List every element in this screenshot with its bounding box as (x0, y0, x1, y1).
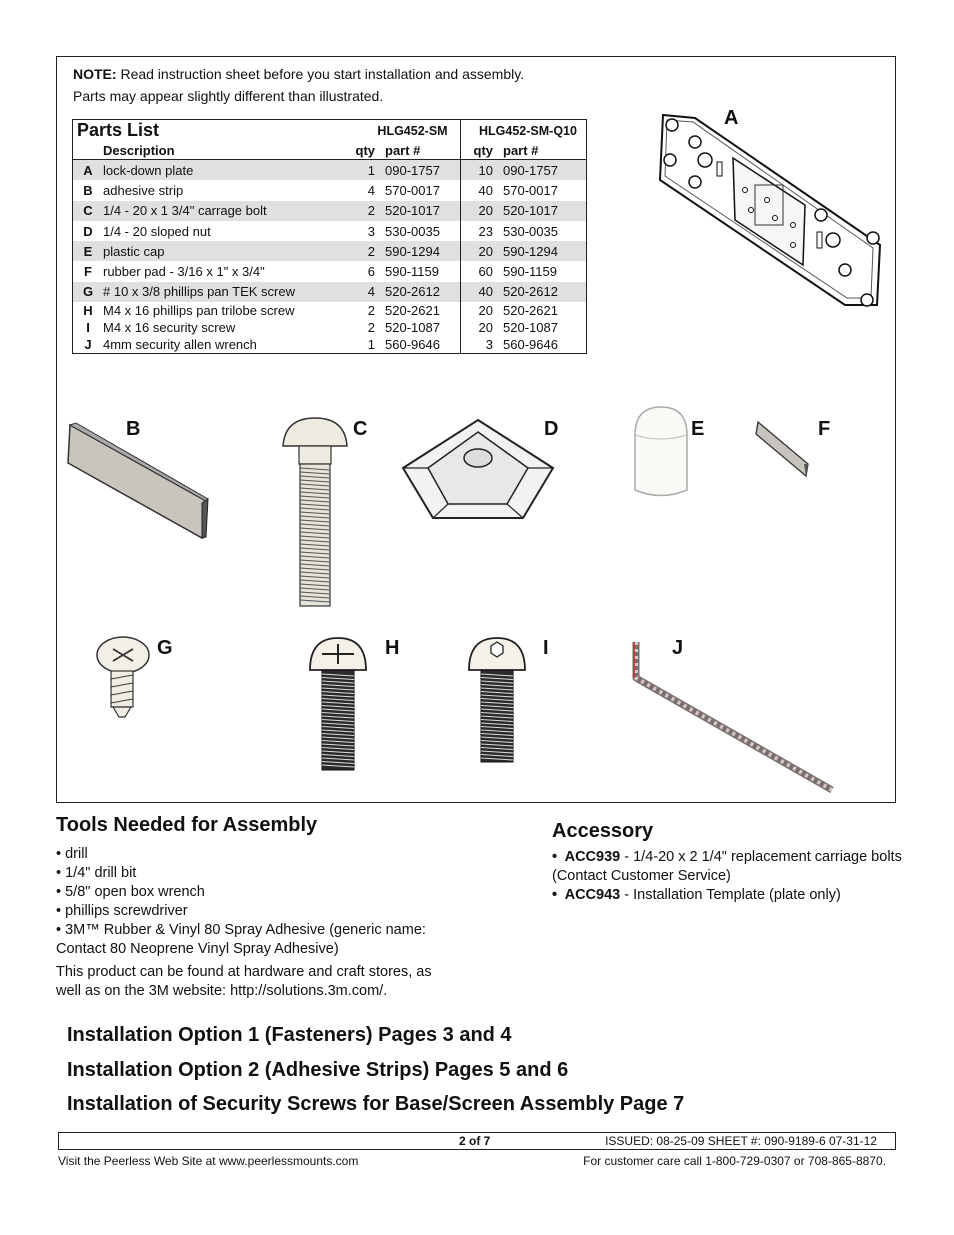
part-description: 4mm security allen wrench (103, 337, 257, 353)
part-qty2: 3 (485, 337, 493, 353)
part-description: M4 x 16 phillips pan trilobe screw (103, 303, 295, 319)
part-letter: F (84, 264, 92, 280)
part-number1: 570-0017 (381, 180, 461, 200)
label-i: I (543, 637, 549, 659)
label-b: B (126, 418, 141, 440)
part-letter: G (73, 282, 100, 302)
part-letter: I (86, 320, 90, 336)
col-part2: part # (503, 142, 539, 158)
part-number2: 520-2621 (503, 303, 558, 319)
security-screw-illustration (467, 636, 527, 764)
part-qty2: 10 (461, 160, 500, 181)
label-c: C (353, 418, 368, 440)
parts-row (73, 336, 587, 354)
part-qty2: 40 (461, 282, 500, 302)
part-number1: 520-1017 (381, 201, 461, 221)
part-number2: 530-0035 (503, 223, 558, 239)
part-qty2: 40 (478, 182, 493, 198)
note-label: NOTE: (73, 66, 117, 82)
part-qty2: 20 (461, 201, 500, 221)
part-description: # 10 x 3/8 phillips pan TEK screw (99, 282, 335, 302)
label-d: D (544, 418, 559, 440)
part-number2: 520-1087 (503, 320, 558, 336)
parts-list-table (72, 119, 587, 354)
part-description: plastic cap (99, 241, 335, 261)
allen-wrench-illustration (632, 640, 838, 795)
part-qty1: 1 (335, 160, 381, 181)
col-description: Description (103, 142, 175, 158)
parts-row (73, 201, 587, 221)
label-e: E (691, 418, 705, 440)
model1-header: HLG452-SM (335, 120, 461, 142)
part-qty2: 20 (478, 320, 493, 336)
part-description: 1/4 - 20 sloped nut (103, 223, 211, 239)
accessory-item: • ACC939 - 1/4-20 x 2 1/4" replacement carriage bolts (Contact Customer Service) (552, 849, 902, 884)
parts-row (73, 261, 587, 281)
label-h: H (385, 637, 400, 659)
trilobe-screw-illustration (308, 636, 368, 774)
part-number2: 570-0017 (503, 182, 558, 198)
col-part1: part # (381, 141, 461, 160)
part-qty1: 4 (335, 282, 381, 302)
parts-row (73, 221, 587, 241)
installation-option-2: Installation Option 2 (Adhesive Strips) Pages 5 and 6 (67, 1059, 569, 1081)
part-letter: H (83, 303, 93, 319)
accessory-item: • ACC943 - Installation Template (plate only) (552, 887, 841, 903)
part-qty2: 20 (461, 241, 500, 261)
parts-row (73, 319, 587, 336)
col-qty2: qty (473, 142, 493, 158)
carriage-bolt-illustration (280, 416, 350, 612)
issue-info: ISSUED: 08-25-09 SHEET #: 090-9189-6 07-31-12 (605, 1134, 877, 1148)
part-letter: D (83, 223, 93, 239)
lock-down-plate-illustration (655, 110, 885, 310)
installation-option-1: Installation Option 1 (Fasteners) Pages 3 and 4 (67, 1024, 512, 1046)
tool-item: • 3M™ Rubber & Vinyl 80 Spray Adhesive (generic name: Contact 80 Neoprene Vinyl Spray Adhesive) (56, 922, 426, 957)
part-qty1: 6 (367, 264, 375, 280)
part-number1: 520-1087 (381, 319, 461, 336)
parts-row (73, 241, 587, 261)
part-number1: 590-1294 (381, 241, 461, 261)
label-g: G (157, 637, 173, 659)
part-number2: 560-9646 (503, 337, 558, 353)
part-description: M4 x 16 security screw (103, 320, 236, 336)
installation-security-screws: Installation of Security Screws for Base/Screen Assembly Page 7 (67, 1093, 685, 1115)
tool-item: • 5/8" open box wrench (56, 884, 205, 900)
part-description: lock-down plate (99, 160, 335, 181)
part-description: adhesive strip (103, 182, 184, 198)
label-j: J (672, 637, 684, 659)
part-qty1: 3 (367, 223, 375, 239)
part-number2: 590-1294 (499, 241, 587, 261)
tek-screw-illustration (95, 635, 155, 720)
tool-item: • 1/4" drill bit (56, 865, 137, 881)
part-qty1: 2 (335, 241, 381, 261)
part-qty1: 1 (367, 337, 375, 353)
part-number2: 090-1757 (499, 160, 587, 181)
part-number2: 520-1017 (499, 201, 587, 221)
rubber-pad-illustration (756, 420, 810, 480)
tools-list (56, 845, 456, 1001)
accessory-list (552, 848, 902, 905)
part-qty1: 2 (335, 201, 381, 221)
part-letter: E (73, 241, 100, 261)
footer-bar (58, 1132, 896, 1150)
accessory-heading: Accessory (552, 820, 654, 842)
page-number: 2 of 7 (459, 1134, 491, 1148)
part-letter: C (73, 201, 100, 221)
note (73, 63, 524, 107)
col-qty1: qty (355, 142, 375, 158)
part-number1: 520-2612 (381, 282, 461, 302)
part-number1: 530-0035 (381, 221, 461, 241)
label-f: F (818, 418, 831, 440)
part-number2: 520-2612 (499, 282, 587, 302)
note-line1: Read instruction sheet before you start installation and assembly. (120, 66, 525, 82)
parts-row (73, 180, 587, 200)
part-number1: 560-9646 (381, 336, 461, 354)
parts-row (73, 302, 587, 319)
part-qty2: 23 (478, 223, 493, 239)
note-line2: Parts may appear slightly different than illustrated. (73, 88, 384, 104)
tools-footnote: This product can be found at hardware and craft stores, as well as on the 3M website: http://solutions.3m.com/. (56, 964, 432, 999)
part-qty2: 20 (478, 303, 493, 319)
part-description: 1/4 - 20 x 1 3/4" carrage bolt (99, 201, 335, 221)
part-qty2: 60 (478, 264, 493, 280)
sloped-nut-illustration (403, 420, 555, 520)
part-letter: J (84, 337, 92, 353)
part-qty1: 2 (367, 320, 375, 336)
plastic-cap-illustration (633, 405, 689, 500)
parts-row (73, 160, 587, 181)
part-qty1: 4 (367, 182, 375, 198)
part-number1: 090-1757 (381, 160, 461, 181)
part-number1: 520-2621 (381, 302, 461, 319)
footer-customer-care: For customer care call 1-800-729-0307 or 708-865-8870. (583, 1154, 886, 1168)
tool-item: • drill (56, 846, 88, 862)
label-a: A (724, 107, 739, 129)
part-number1: 590-1159 (381, 261, 461, 281)
part-letter: A (73, 160, 100, 181)
tools-heading: Tools Needed for Assembly (56, 814, 318, 836)
part-number2: 590-1159 (503, 264, 557, 280)
footer-website: Visit the Peerless Web Site at www.peerlessmounts.com (58, 1154, 359, 1168)
tool-item: • phillips screwdriver (56, 903, 188, 919)
part-qty1: 2 (367, 303, 375, 319)
part-description: rubber pad - 3/16 x 1" x 3/4" (103, 264, 265, 280)
parts-row (73, 282, 587, 302)
model2-header: HLG452-SM-Q10 (479, 123, 577, 138)
part-letter: B (83, 182, 93, 198)
parts-list-title: Parts List (77, 120, 160, 140)
